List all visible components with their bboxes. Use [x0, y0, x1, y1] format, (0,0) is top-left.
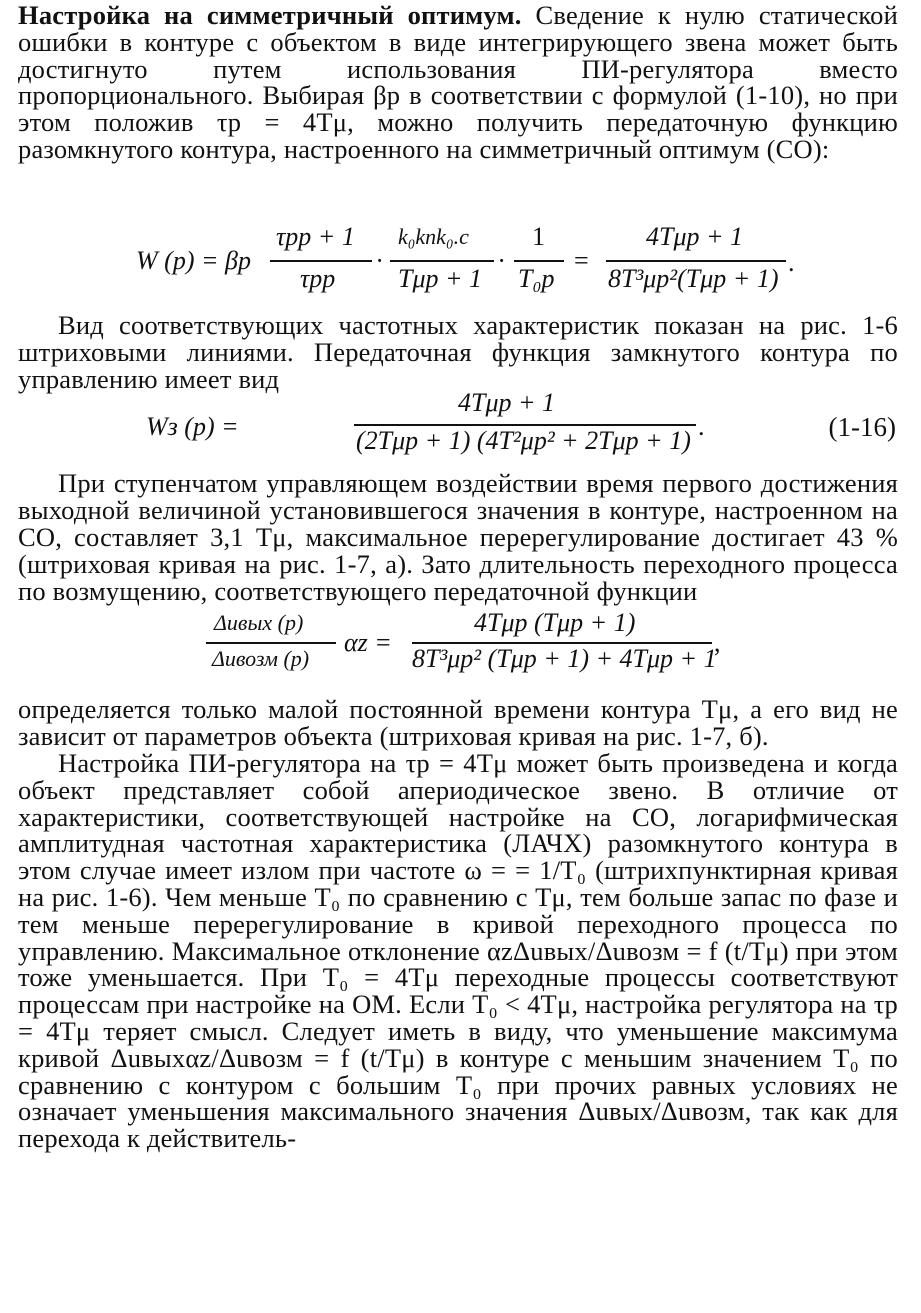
- eq1-f1-den: τрp: [300, 264, 336, 293]
- eq1-dot2: ·: [498, 246, 505, 275]
- eq3-rhs-den: 8T³μp² (Tμp + 1) + 4Tμp + 1: [412, 644, 717, 674]
- paragraph-5: Настройка ПИ-регулятора на τр = 4Tμ может быть произведена и когда объект представляет собой апериодическое звено. В отличие от характеристики, соответствующей настройке на СО, логарифмическая амплитудная частотная характеристика (ЛАЧХ) разомкнутого контура в этом случае имеет излом при частоте ω = = 1/T₀ (штрихпунктирная кривая на рис. 1-6). Чем меньше T₀ по сравнению с Tμ, тем больше запас по фазе и тем меньше перерегулирование в кривой переходного процесса по управлению. Максимальное отклонение αzΔuвых/Δuвозм = f (t/Tμ) при этом тоже уменьшается. При T₀ = 4Tμ переходные процессы соответствуют процессам при настройке на ОМ. Если T₀ < 4Tμ, настройка регулятора на τр = 4Tμ теряет смысл. Следует иметь в виду, что уменьшение максимума кривой Δuвыхαz/Δuвозм = f (t/Tμ) в контуре с меньшим значением T₀ по сравнению с контуром с большим T₀ при прочих равных условиях не означает уменьшения максимального значения Δuвых/Δuвозм, так как для перехода к действитель-: [18, 747, 898, 1154]
- eq2-lhs: Wз (p) =: [146, 412, 239, 442]
- eq1-f2-num: k₀kпk₀.с: [398, 224, 469, 249]
- eq1-f3-num: 1: [532, 222, 545, 251]
- eq1-dot1: ·: [376, 246, 383, 275]
- equation-open-loop: [18, 224, 898, 302]
- paragraph-4: определяется только малой постоянной времени контура Tμ, а его вид не зависит от параметров объекта (штриховая кривая на рис. 1-7, б).: [18, 694, 898, 752]
- paragraph-3: При ступенчатом управляющем воздействии время первого достижения выходной величиной установившегося значения в контуре, настроенном на СО, составляет 3,1 Tμ, максимальное перерегулирование достигает 43 % (штриховая кривая на рис. 1-7, а). Зато длительность переходного процесса по возмущению, соответствующего передаточной функции: [18, 468, 898, 606]
- eq1-f1-bar: [270, 260, 372, 262]
- eq1-rhs-num: 4Tμp + 1: [646, 222, 744, 251]
- eq1-f3-bar: [514, 260, 564, 262]
- eq1-rhs-den: 8T³μp²(Tμp + 1): [608, 264, 779, 293]
- eq2-period: .: [698, 412, 705, 442]
- eq2-den: (2Tμp + 1) (4T²μp² + 2Tμp + 1): [356, 426, 691, 456]
- eq3-rhs-num: 4Tμp (Tμp + 1): [474, 608, 636, 638]
- eq1-equals: =: [574, 246, 589, 275]
- eq1-period: .: [788, 248, 795, 277]
- eq3-lhs-bar: [206, 642, 336, 644]
- eq2-num: 4Tμp + 1: [458, 388, 556, 418]
- eq1-f3-den: T₀p: [518, 264, 555, 293]
- eq3-alpha: αz =: [344, 628, 392, 658]
- eq2-number: (1-16): [828, 412, 896, 443]
- eq1-f2-bar: [390, 260, 494, 262]
- eq3-lhs-den: Δuвозм (p): [212, 646, 310, 672]
- paragraph-1: [18, 2, 898, 218]
- section-heading: Настройка на симметричный оптимум.: [18, 0, 522, 30]
- eq1-lhs: W (p) = βр: [136, 246, 251, 275]
- paragraph-1-text: Сведение к нулю статической ошибки в контуре с объектом в виде интегрирующего звена может быть достигнуто путем использования ПИ-регулятора вместо пропорционального. Выбирая βр в соответствии с формулой (1-10), но при этом положив τр = 4Tμ, можно получить передаточную функцию разомкнутого контура, настроенного на симметричный оптимум (СО):: [18, 0, 898, 164]
- eq1-rhs-bar: [606, 260, 786, 262]
- eq3-lhs-num: Δuвых (p): [214, 610, 304, 636]
- paragraph-2: Вид соответствующих частотных характеристик показан на рис. 1-6 штриховыми линиями. Передаточная функция замкнутого контура по управлению имеет вид: [18, 310, 898, 394]
- eq1-f2-den: Tμp + 1: [398, 264, 483, 293]
- document-page: [18, 2, 898, 1152]
- eq1-f1-num: τрp + 1: [276, 222, 355, 251]
- equation-closed-loop: [18, 388, 898, 460]
- eq3-comma: ,: [714, 628, 721, 658]
- equation-disturbance: [18, 608, 898, 686]
